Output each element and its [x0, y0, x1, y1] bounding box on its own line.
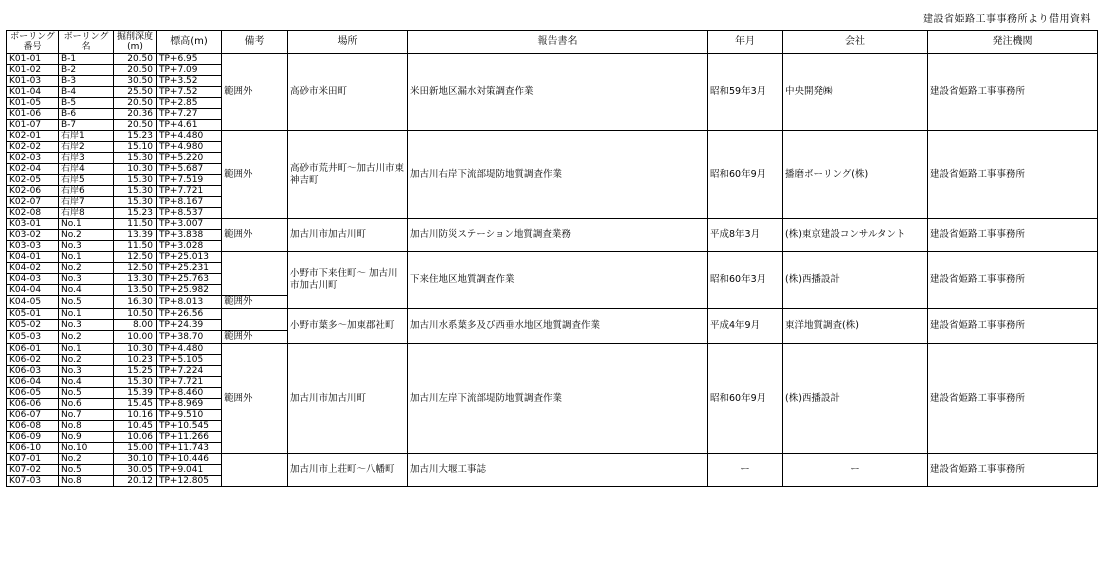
cell-boring-no: K02-02: [7, 142, 59, 153]
cell-depth: 8.00: [114, 320, 157, 331]
cell-elevation: TP+5.220: [157, 153, 222, 164]
cell-boring-no: K01-07: [7, 120, 59, 131]
cell-depth: 16.30: [114, 296, 157, 309]
cell-client: 建設省姫路工事事務所: [928, 54, 1098, 131]
header-boring-name: ボーリング名: [59, 31, 114, 54]
header-company: 会社: [783, 31, 928, 54]
cell-depth: 15.00: [114, 443, 157, 454]
cell-boring-name: B-5: [59, 98, 114, 109]
cell-remarks: 範囲外: [222, 344, 288, 454]
cell-client: 建設省姫路工事事務所: [928, 131, 1098, 219]
cell-elevation: TP+7.721: [157, 377, 222, 388]
cell-elevation: TP+10.446: [157, 454, 222, 465]
header-client: 発注機関: [928, 31, 1098, 54]
cell-depth: 25.50: [114, 87, 157, 98]
cell-boring-no: K01-06: [7, 109, 59, 120]
cell-elevation: TP+7.721: [157, 186, 222, 197]
cell-boring-name: No.1: [59, 219, 114, 230]
cell-depth: 11.50: [114, 219, 157, 230]
cell-elevation: TP+8.969: [157, 399, 222, 410]
cell-elevation: TP+9.510: [157, 410, 222, 421]
cell-elevation: TP+7.519: [157, 175, 222, 186]
cell-elevation: TP+8.167: [157, 197, 222, 208]
cell-place: 小野市下来住町～ 加古川市加古川町: [288, 252, 408, 309]
cell-place: 小野市葉多～加東郡社町: [288, 309, 408, 344]
cell-company: (株)東京建設コンサルタント: [783, 219, 928, 252]
cell-elevation: TP+5.687: [157, 164, 222, 175]
cell-depth: 15.30: [114, 175, 157, 186]
cell-boring-name: B-2: [59, 65, 114, 76]
cell-depth: 10.16: [114, 410, 157, 421]
cell-elevation: TP+2.85: [157, 98, 222, 109]
cell-elevation: TP+8.460: [157, 388, 222, 399]
cell-depth: 10.50: [114, 309, 157, 320]
cell-depth: 13.50: [114, 285, 157, 296]
cell-boring-no: K03-03: [7, 241, 59, 252]
cell-date: ー: [708, 454, 783, 487]
cell-boring-name: No.3: [59, 366, 114, 377]
cell-boring-name: 右岸3: [59, 153, 114, 164]
cell-client: 建設省姫路工事事務所: [928, 252, 1098, 309]
cell-date: 平成8年3月: [708, 219, 783, 252]
header-place: 場所: [288, 31, 408, 54]
cell-depth: 13.30: [114, 274, 157, 285]
cell-depth: 12.50: [114, 263, 157, 274]
table-row: [7, 54, 1098, 65]
cell-elevation: TP+4.480: [157, 344, 222, 355]
cell-remarks: [222, 309, 288, 331]
cell-boring-name: No.10: [59, 443, 114, 454]
table-row: [7, 131, 1098, 142]
cell-depth: 30.10: [114, 454, 157, 465]
cell-boring-no: K02-03: [7, 153, 59, 164]
cell-boring-name: 右岸1: [59, 131, 114, 142]
cell-boring-no: K02-07: [7, 197, 59, 208]
cell-elevation: TP+11.266: [157, 432, 222, 443]
cell-depth: 20.50: [114, 54, 157, 65]
cell-boring-no: K01-01: [7, 54, 59, 65]
cell-report: 下来住地区地質調査作業: [408, 252, 708, 309]
header-elevation: 標高(m): [157, 31, 222, 54]
cell-boring-no: K01-03: [7, 76, 59, 87]
cell-boring-name: 右岸4: [59, 164, 114, 175]
cell-boring-no: K05-01: [7, 309, 59, 320]
cell-depth: 10.30: [114, 164, 157, 175]
header-remarks: 備考: [222, 31, 288, 54]
cell-elevation: TP+6.95: [157, 54, 222, 65]
cell-boring-no: K01-04: [7, 87, 59, 98]
cell-company: 東洋地質調査(株): [783, 309, 928, 344]
cell-report: 加古川大堰工事誌: [408, 454, 708, 487]
cell-company: 播磨ボーリング(株): [783, 131, 928, 219]
table-row: [7, 219, 1098, 230]
header-row: [7, 31, 1098, 54]
cell-elevation: TP+3.007: [157, 219, 222, 230]
cell-boring-name: 右岸2: [59, 142, 114, 153]
cell-boring-no: K04-03: [7, 274, 59, 285]
cell-elevation: TP+3.52: [157, 76, 222, 87]
cell-date: 昭和60年9月: [708, 131, 783, 219]
cell-depth: 20.12: [114, 476, 157, 487]
cell-report: 米田新地区漏水対策調査作業: [408, 54, 708, 131]
cell-boring-no: K07-02: [7, 465, 59, 476]
cell-boring-name: 右岸8: [59, 208, 114, 219]
cell-boring-name: No.5: [59, 296, 114, 309]
cell-elevation: TP+12.805: [157, 476, 222, 487]
cell-depth: 15.25: [114, 366, 157, 377]
cell-boring-name: No.1: [59, 344, 114, 355]
cell-report: 加古川右岸下流部堤防地質調査作業: [408, 131, 708, 219]
cell-place: 高砂市米田町: [288, 54, 408, 131]
cell-boring-no: K01-05: [7, 98, 59, 109]
cell-company: 中央開発㈱: [783, 54, 928, 131]
cell-boring-no: K02-06: [7, 186, 59, 197]
cell-elevation: TP+25.231: [157, 263, 222, 274]
cell-remarks: 範囲外: [222, 331, 288, 344]
cell-boring-name: No.2: [59, 454, 114, 465]
header-report: 報告書名: [408, 31, 708, 54]
cell-boring-name: No.3: [59, 241, 114, 252]
cell-boring-name: No.2: [59, 263, 114, 274]
cell-boring-name: 右岸5: [59, 175, 114, 186]
table-row: [7, 309, 1098, 320]
cell-boring-no: K01-02: [7, 65, 59, 76]
cell-depth: 15.30: [114, 153, 157, 164]
cell-boring-name: No.3: [59, 274, 114, 285]
cell-boring-no: K02-05: [7, 175, 59, 186]
cell-boring-name: No.5: [59, 388, 114, 399]
cell-elevation: TP+3.028: [157, 241, 222, 252]
cell-remarks: 範囲外: [222, 296, 288, 309]
cell-place: 高砂市荒井町～加古川市東神吉町: [288, 131, 408, 219]
cell-boring-name: No.1: [59, 309, 114, 320]
cell-depth: 30.50: [114, 76, 157, 87]
cell-remarks: [222, 252, 288, 296]
cell-boring-name: B-6: [59, 109, 114, 120]
cell-boring-name: No.9: [59, 432, 114, 443]
cell-report: 加古川防災ステーション地質調査業務: [408, 219, 708, 252]
cell-boring-no: K07-01: [7, 454, 59, 465]
cell-place: 加古川市加古川町: [288, 344, 408, 454]
cell-elevation: TP+9.041: [157, 465, 222, 476]
cell-depth: 15.23: [114, 208, 157, 219]
cell-depth: 15.30: [114, 197, 157, 208]
cell-boring-name: B-1: [59, 54, 114, 65]
cell-boring-name: B-7: [59, 120, 114, 131]
cell-elevation: TP+4.480: [157, 131, 222, 142]
cell-depth: 10.06: [114, 432, 157, 443]
cell-company: (株)西播設計: [783, 252, 928, 309]
cell-boring-name: No.8: [59, 421, 114, 432]
cell-elevation: TP+38.70: [157, 331, 222, 344]
cell-place: 加古川市加古川町: [288, 219, 408, 252]
cell-date: 昭和60年3月: [708, 252, 783, 309]
cell-boring-name: No.4: [59, 285, 114, 296]
table-row: [7, 454, 1098, 465]
cell-depth: 15.23: [114, 131, 157, 142]
cell-boring-name: No.6: [59, 399, 114, 410]
cell-client: 建設省姫路工事事務所: [928, 309, 1098, 344]
cell-depth: 15.39: [114, 388, 157, 399]
cell-depth: 15.10: [114, 142, 157, 153]
cell-boring-no: K02-01: [7, 131, 59, 142]
cell-elevation: TP+7.27: [157, 109, 222, 120]
cell-boring-no: K04-04: [7, 285, 59, 296]
cell-company: ー: [783, 454, 928, 487]
cell-client: 建設省姫路工事事務所: [928, 454, 1098, 487]
cell-depth: 15.30: [114, 186, 157, 197]
cell-report: 加古川左岸下流部堤防地質調査作業: [408, 344, 708, 454]
cell-elevation: TP+7.224: [157, 366, 222, 377]
cell-remarks: 範囲外: [222, 54, 288, 131]
cell-depth: 10.45: [114, 421, 157, 432]
cell-elevation: TP+26.56: [157, 309, 222, 320]
cell-depth: 10.00: [114, 331, 157, 344]
cell-depth: 13.39: [114, 230, 157, 241]
cell-depth: 20.36: [114, 109, 157, 120]
cell-depth: 12.50: [114, 252, 157, 263]
cell-boring-name: 右岸6: [59, 186, 114, 197]
cell-elevation: TP+5.105: [157, 355, 222, 366]
cell-depth: 20.50: [114, 98, 157, 109]
cell-boring-no: K05-02: [7, 320, 59, 331]
boring-table: [6, 30, 1098, 487]
header-depth: 掘削深度(m): [114, 31, 157, 54]
cell-boring-no: K06-03: [7, 366, 59, 377]
cell-boring-name: No.3: [59, 320, 114, 331]
cell-boring-name: B-3: [59, 76, 114, 87]
cell-boring-no: K03-01: [7, 219, 59, 230]
cell-boring-name: No.2: [59, 331, 114, 344]
cell-depth: 15.30: [114, 377, 157, 388]
cell-date: 昭和59年3月: [708, 54, 783, 131]
cell-elevation: TP+3.838: [157, 230, 222, 241]
header-date: 年月: [708, 31, 783, 54]
cell-client: 建設省姫路工事事務所: [928, 219, 1098, 252]
cell-place: 加古川市上荘町～八幡町: [288, 454, 408, 487]
cell-boring-no: K02-04: [7, 164, 59, 175]
cell-elevation: TP+25.013: [157, 252, 222, 263]
cell-client: 建設省姫路工事事務所: [928, 344, 1098, 454]
cell-elevation: TP+7.09: [157, 65, 222, 76]
cell-boring-no: K04-02: [7, 263, 59, 274]
cell-remarks: 範囲外: [222, 219, 288, 252]
cell-boring-no: K07-03: [7, 476, 59, 487]
cell-boring-no: K06-08: [7, 421, 59, 432]
cell-boring-no: K06-01: [7, 344, 59, 355]
cell-elevation: TP+8.013: [157, 296, 222, 309]
cell-boring-no: K06-07: [7, 410, 59, 421]
cell-boring-no: K03-02: [7, 230, 59, 241]
cell-boring-no: K06-09: [7, 432, 59, 443]
cell-boring-name: No.5: [59, 465, 114, 476]
cell-elevation: TP+24.39: [157, 320, 222, 331]
cell-boring-name: No.4: [59, 377, 114, 388]
cell-company: (株)西播設計: [783, 344, 928, 454]
cell-boring-name: No.2: [59, 355, 114, 366]
cell-depth: 15.45: [114, 399, 157, 410]
cell-boring-no: K04-01: [7, 252, 59, 263]
cell-elevation: TP+10.545: [157, 421, 222, 432]
cell-boring-no: K06-05: [7, 388, 59, 399]
cell-boring-name: 右岸7: [59, 197, 114, 208]
cell-elevation: TP+11.743: [157, 443, 222, 454]
cell-depth: 10.23: [114, 355, 157, 366]
cell-elevation: TP+8.537: [157, 208, 222, 219]
cell-boring-name: No.1: [59, 252, 114, 263]
cell-depth: 20.50: [114, 65, 157, 76]
cell-date: 平成4年9月: [708, 309, 783, 344]
cell-elevation: TP+4.980: [157, 142, 222, 153]
table-row: [7, 252, 1098, 263]
cell-boring-no: K05-03: [7, 331, 59, 344]
cell-elevation: TP+25.763: [157, 274, 222, 285]
cell-boring-no: K06-06: [7, 399, 59, 410]
cell-remarks: 範囲外: [222, 131, 288, 219]
cell-remarks: [222, 454, 288, 487]
cell-boring-no: K06-10: [7, 443, 59, 454]
cell-boring-name: No.7: [59, 410, 114, 421]
cell-boring-no: K02-08: [7, 208, 59, 219]
cell-boring-no: K04-05: [7, 296, 59, 309]
cell-depth: 11.50: [114, 241, 157, 252]
table-row: [7, 344, 1098, 355]
cell-boring-name: No.8: [59, 476, 114, 487]
cell-elevation: TP+25.982: [157, 285, 222, 296]
cell-boring-no: K06-02: [7, 355, 59, 366]
cell-depth: 30.05: [114, 465, 157, 476]
cell-elevation: TP+7.52: [157, 87, 222, 98]
cell-boring-name: B-4: [59, 87, 114, 98]
source-note: 建設省姫路工事事務所より借用資料: [923, 14, 1091, 25]
cell-depth: 20.50: [114, 120, 157, 131]
cell-report: 加古川水系葉多及び西垂水地区地質調査作業: [408, 309, 708, 344]
cell-depth: 10.30: [114, 344, 157, 355]
cell-boring-no: K06-04: [7, 377, 59, 388]
cell-elevation: TP+4.61: [157, 120, 222, 131]
cell-date: 昭和60年9月: [708, 344, 783, 454]
header-boring-no: ボーリング番号: [7, 31, 59, 54]
cell-boring-name: No.2: [59, 230, 114, 241]
